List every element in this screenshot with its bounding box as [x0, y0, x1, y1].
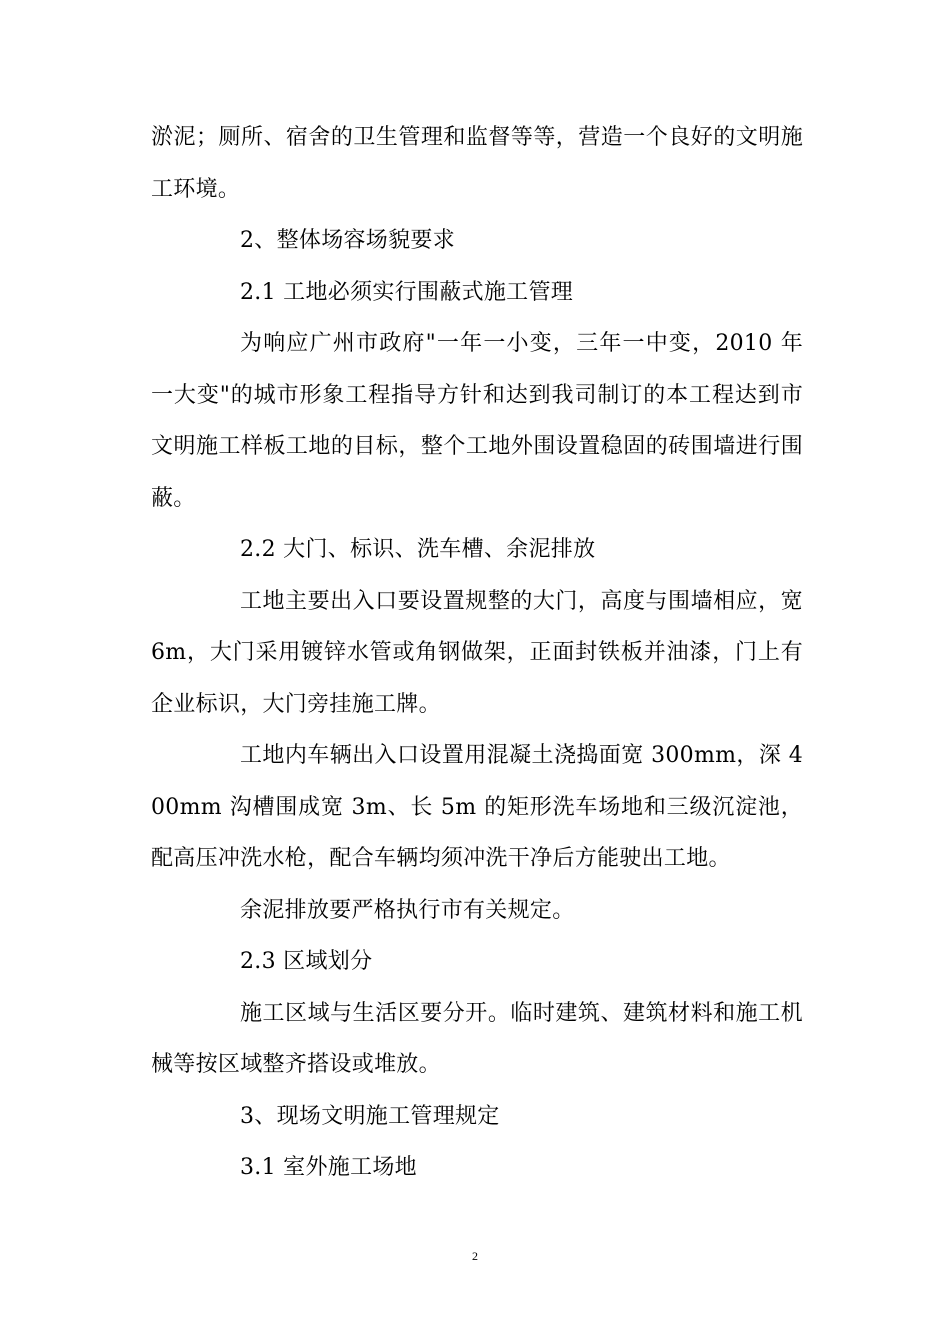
paragraph: 为响应广州市政府"一年一小变，三年一中变，2010 年一大变"的城市形象工程指导方针和达到我司制订的本工程达到市文明施工样板工地的目标，整个工地外围设置稳固的砖围墙进行围蔽。 [151, 331, 803, 511]
paragraph: 工地内车辆出入口设置用混凝土浇捣面宽 300mm，深 400mm 沟槽围成宽 3m、长 5m 的矩形洗车场地和三级沉淀池，配高压冲洗水枪，配合车辆均须冲洗干净后方能驶出工地。 [151, 743, 803, 871]
subsection-heading: 2.2 大门、标识、洗车槽、余泥排放 [240, 537, 596, 562]
subsection-heading: 2.1 工地必须实行围蔽式施工管理 [240, 279, 574, 305]
subsection-heading: 3.1 室外施工场地 [240, 1155, 417, 1180]
subsection-heading: 2.3 区域划分 [240, 949, 373, 974]
paragraph: 工地主要出入口要设置规整的大门，高度与围墙相应，宽 6m，大门采用镀锌水管或角钢做架，正面封铁板并油漆，门上有企业标识，大门旁挂施工牌。 [151, 588, 803, 717]
section-heading: 3、现场文明施工管理规定 [240, 1103, 500, 1129]
paragraph: 余泥排放要严格执行市有关规定。 [240, 897, 575, 923]
document-body [151, 112, 803, 1194]
section-heading: 2、整体场容场貌要求 [240, 228, 455, 253]
paragraph: 施工区域与生活区要分开。临时建筑、建筑材料和施工机械等按区域整齐搭设或堆放。 [151, 1000, 803, 1077]
paragraph: 淤泥；厕所、宿舍的卫生管理和监督等等，营造一个良好的文明施工环境。 [151, 125, 803, 202]
page-number: 2 [472, 1249, 478, 1263]
